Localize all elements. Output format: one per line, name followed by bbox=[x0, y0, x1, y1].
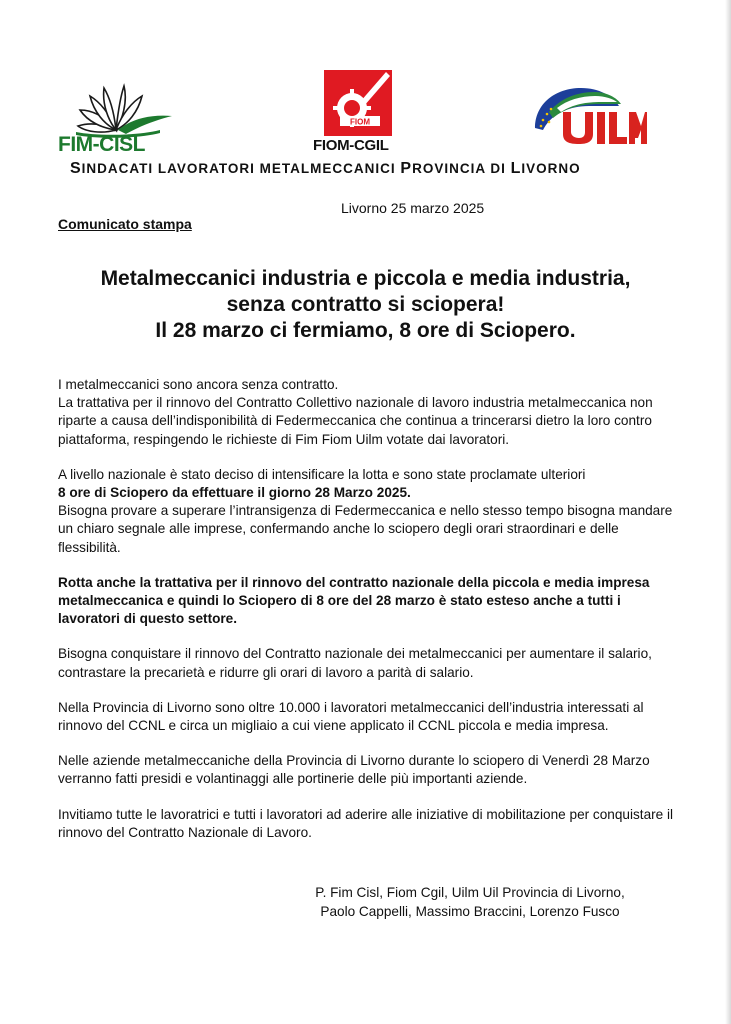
paragraph-1 bbox=[58, 376, 678, 449]
paragraph-6: Nelle aziende metalmeccaniche della Provincia di Livorno durante lo sciopero di Venerdì 28 Marzo verranno fatti presidi e volantinaggi alle portinerie delle più importanti aziende. bbox=[58, 753, 650, 787]
fiom-badge-text: FIOM bbox=[350, 117, 370, 127]
headline-line-3: Il 28 marzo ci fermiamo, 8 ore di Sciopero. bbox=[155, 319, 576, 342]
paragraph-4: Bisogna conquistare il rinnovo del Contratto nazionale dei metalmeccanici per aumentare il salario, contrastare la precarietà e ridurre gli orari di lavoro a parità di salario. bbox=[58, 646, 652, 680]
fim-cisl-logo-text: FIM-CISL bbox=[58, 133, 145, 156]
paragraph-7: Invitiamo tutte le lavoratrici e tutti i lavoratori ad aderire alle iniziative di mobilitazione per conquistare il rinnovo del Contratto Nazionale di Lavoro. bbox=[58, 806, 674, 840]
paragraph-1-line-1: I metalmeccanici sono ancora senza contratto. bbox=[58, 377, 339, 392]
uilm-logo bbox=[529, 82, 647, 146]
paragraph-2 bbox=[58, 466, 678, 557]
signature-line-1: P. Fim Cisl, Fiom Cgil, Uilm Uil Provincia di Livorno, bbox=[315, 885, 625, 900]
union-header: SINDACATI LAVORATORI METALMECCANICI PROVINCIA DI LIVORNO bbox=[70, 160, 581, 177]
headline-line-2: senza contratto si sciopera! bbox=[226, 293, 505, 316]
page-edge-shadow bbox=[725, 0, 731, 1024]
fiom-cgil-logo-text: FIOM-CGIL bbox=[313, 137, 389, 154]
signature bbox=[280, 884, 660, 921]
paragraph-5: Nella Provincia di Livorno sono oltre 10.000 i lavoratori metalmeccanici dell’industria interessati al rinnovo del CCNL e circa un migliaio a cui viene applicato il CCNL piccola e media impresa. bbox=[58, 699, 644, 734]
paragraph-3: Rotta anche la trattativa per il rinnovo del contratto nazionale della piccola e media impresa metalmeccanica e quindi lo Sciopero di 8 ore del 28 marzo è stato esteso anche a tutti i lavoratori di questo settore. bbox=[58, 574, 650, 627]
press-release-label: Comunicato stampa bbox=[58, 216, 192, 232]
paragraph-2-rest: Bisogna provare a superare l’intransigenza di Federmeccanica e nello stesso tempo bisogna mandare un chiaro segnale alle imprese, confermando anche lo sciopero degli orari straordinari e delle flessibilità. bbox=[58, 503, 673, 555]
press-date: Livorno 25 marzo 2025 bbox=[341, 200, 485, 216]
paragraph-1-rest: La trattativa per il rinnovo del Contratto Collettivo nazionale di lavoro industria metalmeccanica non riparte a causa dell’indisponibilità di Federmeccanica che continua a trincerarsi dietro la loro contro piattaforma, respingendo le richieste di Fim Fiom Uilm votate dai lavoratori. bbox=[58, 395, 653, 447]
paragraph-2-bold: 8 ore di Sciopero da effettuare il giorno 28 Marzo 2025. bbox=[58, 485, 411, 501]
press-body bbox=[58, 376, 678, 859]
headline-line-1: Metalmeccanici industria e piccola e media industria, bbox=[100, 267, 631, 290]
headline bbox=[40, 266, 691, 344]
signature-line-2: Paolo Cappelli, Massimo Braccini, Lorenzo Fusco bbox=[320, 903, 620, 919]
paragraph-2-line-1: A livello nazionale è stato deciso di intensificare la lotta e sono state proclamate ulteriori bbox=[58, 466, 586, 482]
